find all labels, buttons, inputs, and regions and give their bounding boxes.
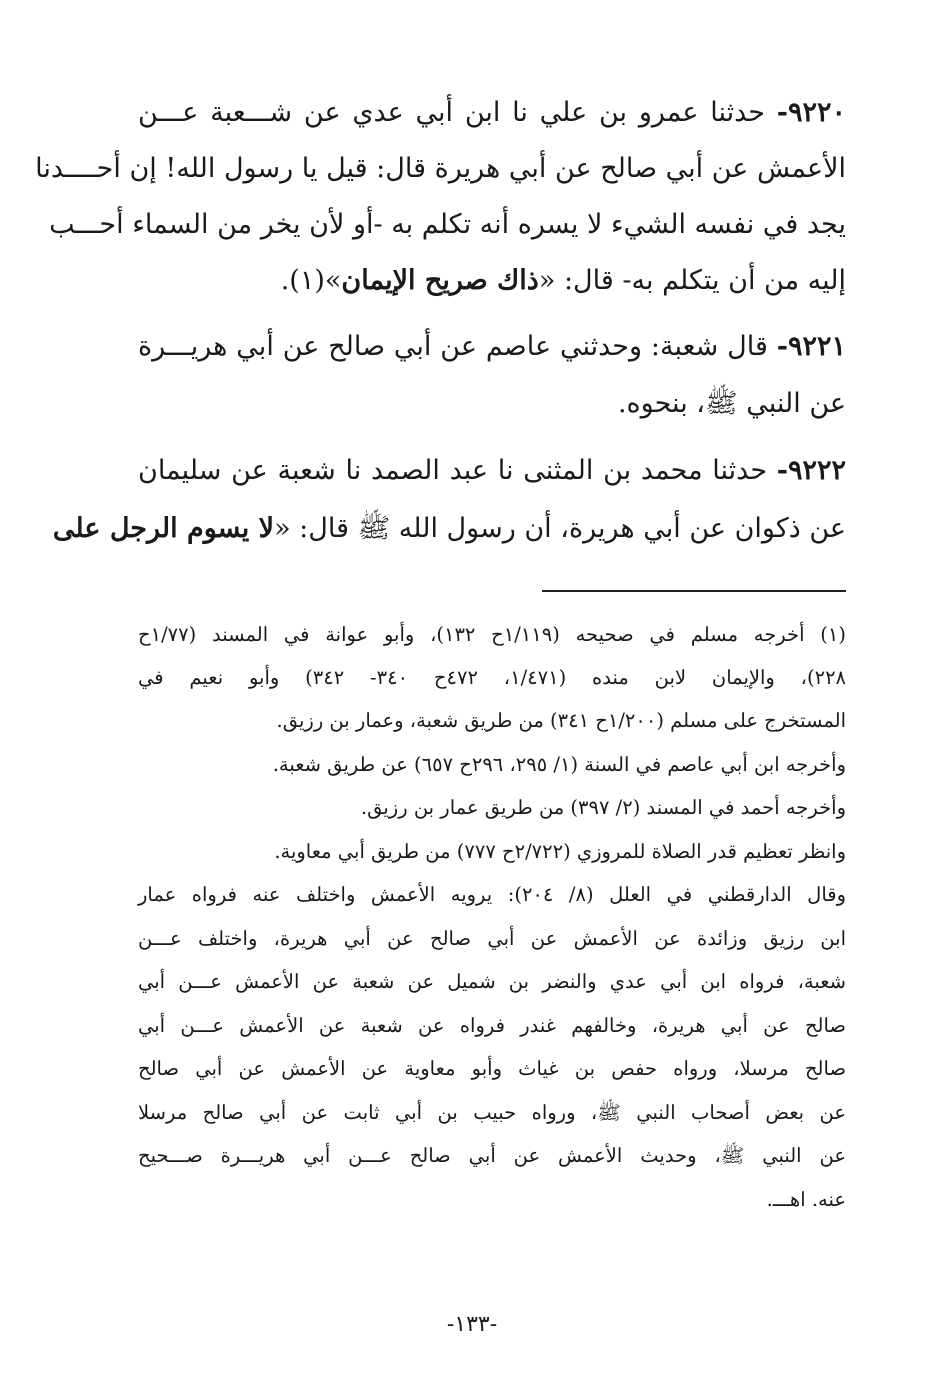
footnote-ref: »(١). bbox=[280, 265, 342, 296]
footnote-line: وأخرجه ابن أبي عاصم في السنة (١/ ٢٩٥، ٢٩٦ح ٦٥٧) عن طريق شعبة. bbox=[272, 753, 846, 776]
hadith-9220-line-3: يجد في نفسه الشيء لا يسره أنه تكلم به -أو لأن يخر من السماء أحـــب bbox=[49, 209, 846, 240]
footnote-line: شعبة، فرواه ابن أبي عدي والنضر بن شميل عن شعبة عن الأعمش عـــن أبي bbox=[138, 970, 846, 993]
hadith-number: ٩٢٢٢- bbox=[776, 455, 846, 486]
hadith-quote-bold: ذاك صريح الإيمان bbox=[341, 265, 539, 296]
hadith-9220-line-2: الأعمش عن أبي صالح عن أبي هريرة قال: قيل يا رسول الله! إن أحــــدنا bbox=[35, 153, 846, 184]
footnote-line: صالح عن أبي هريرة، وخالفهم غندر فرواه عن شعبة عن الأعمش عـــن أبي bbox=[138, 1014, 846, 1037]
hadith-9220-line-1 bbox=[138, 90, 846, 136]
hadith-number: ٩٢٢٠- bbox=[776, 97, 846, 128]
hadith-9222-line-1 bbox=[138, 448, 846, 494]
hadith-9221-line-2: عن النبي ﷺ، بنحوه. bbox=[617, 388, 846, 419]
page-number: -١٣٣- bbox=[446, 1312, 498, 1337]
hadith-text: حدثنا عمرو بن علي نا ابن أبي عدي عن شـــعبة عـــن bbox=[138, 97, 777, 128]
footnote-line: صالح مرسلا، ورواه حفص بن غياث وأبو معاوية عن الأعمش عن أبي صالح bbox=[138, 1057, 846, 1080]
footnote-line: وأخرجه أحمد في المسند (٢/ ٣٩٧) من طريق عمار بن رزيق. bbox=[360, 796, 846, 819]
footnote-line: المستخرج على مسلم (١/٢٠٠ح ٣٤١) من طريق شعبة، وعمار بن رزيق. bbox=[276, 709, 846, 732]
hadith-text: إليه من أن يتكلم به- قال: « bbox=[538, 265, 846, 296]
footnote-line: ابن رزيق وزائدة عن الأعمش عن أبي صالح عن أبي هريرة، واختلف عـــن bbox=[138, 927, 846, 950]
hadith-text: حدثنا محمد بن المثنى نا عبد الصمد نا شعبة عن سليمان bbox=[138, 455, 777, 486]
footnote-line: وانظر تعظيم قدر الصلاة للمروزي (٢/٧٢٢ح ٧٧٧) من طريق أبي معاوية. bbox=[274, 840, 846, 863]
hadith-number: ٩٢٢١- bbox=[776, 331, 846, 362]
hadith-9222-line-2 bbox=[52, 506, 846, 552]
hadith-quote-bold: لا يسوم الرجل على bbox=[52, 513, 275, 544]
hadith-text: قال شعبة: وحدثني عاصم عن أبي صالح عن أبي هريـــرة bbox=[138, 331, 777, 362]
footnote-line: ٢٢٨)، والإيمان لابن منده (١/٤٧١، ٤٧٢ح ٣٤٠- ٣٤٢) وأبو نعيم في bbox=[138, 666, 847, 689]
hadith-9220-line-4 bbox=[138, 258, 846, 304]
footnote-line: وقال الدارقطني في العلل (٨/ ٢٠٤): يرويه الأعمش واختلف عنه فرواه عمار bbox=[138, 883, 846, 906]
footnote-line: عن بعض أصحاب النبي ﷺ، ورواه حبيب بن أبي ثابت عن أبي صالح مرسلا bbox=[138, 1101, 846, 1124]
footnote-line: عنه. اهـــ. bbox=[766, 1188, 846, 1211]
footnote-line: (١) أخرجه مسلم في صحيحه (١/١١٩ح ١٣٢)، وأبو عوانة في المسند (١/٧٧ح bbox=[138, 623, 846, 646]
hadith-9221-line-1 bbox=[138, 324, 846, 370]
footnote-line: عن النبي ﷺ، وحديث الأعمش عن أبي صالح عـــن أبي هريـــرة صـــحيح bbox=[138, 1144, 846, 1167]
footnote-separator bbox=[542, 590, 846, 592]
hadith-text: عن ذكوان عن أبي هريرة، أن رسول الله ﷺ قال: « bbox=[274, 513, 846, 544]
